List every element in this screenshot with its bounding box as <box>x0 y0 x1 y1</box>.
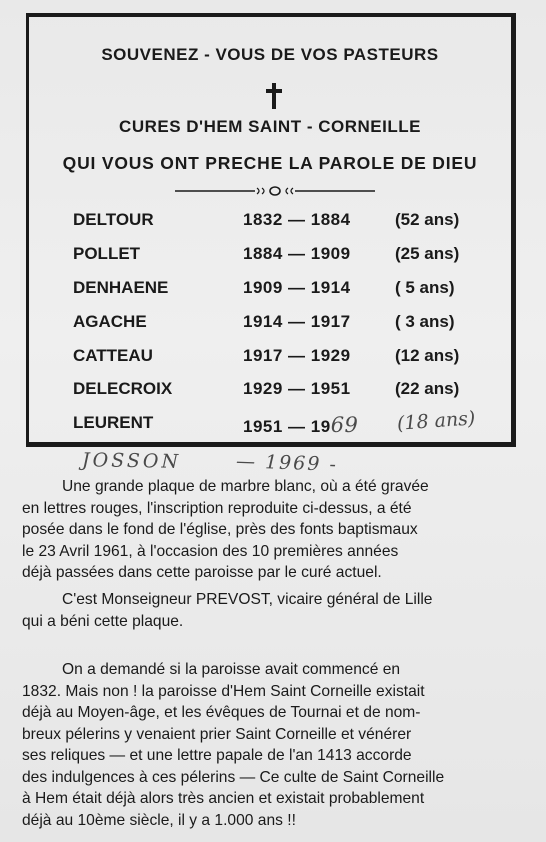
text-line: C'est Monseigneur PREVOST, vicaire général de Lille <box>62 591 433 608</box>
pastor-duration: (52 ans) <box>395 210 460 229</box>
plaque-subheading-2: QUI VOUS ONT PRECHE LA PAROLE DE DIEU <box>62 153 478 173</box>
pastor-name: DELTOUR <box>73 210 154 229</box>
years-handwritten: 69 <box>330 413 359 437</box>
paragraph-2 <box>22 589 524 632</box>
text-line: On a demandé si la paroisse avait commencé en <box>62 661 401 678</box>
pastor-duration: (25 ans) <box>395 244 460 263</box>
pastor-years: 1909 — 1914 <box>243 278 351 297</box>
text-line: le 23 Avril 1961, à l'occasion des 10 premières années <box>22 542 399 560</box>
pastor-row <box>29 379 511 407</box>
pastor-row <box>29 244 511 272</box>
pastor-name: CATTEAU <box>73 346 153 365</box>
pastor-years: 1884 — 1909 <box>243 244 351 263</box>
text-line: déjà au 10ème siècle, il y a 1.000 ans !! <box>22 811 296 829</box>
pastor-years: 1914 — 1917 <box>243 312 351 331</box>
text-line: posée dans le fond de l'église, près des fonts baptismaux <box>22 521 418 538</box>
pastor-years: 1917 — 1929 <box>243 346 351 365</box>
paragraph-3 <box>22 659 524 831</box>
text-line: des indulgences à ces pélerins — Ce culte de Saint Corneille <box>22 768 445 786</box>
pastor-row <box>29 210 511 238</box>
text-line: breux pélerins y venaient prier Saint Corneille et vénérer <box>22 725 412 743</box>
pastor-name: POLLET <box>73 244 141 263</box>
pastor-name: DENHAENE <box>73 278 169 297</box>
ornamental-divider <box>175 184 375 198</box>
handwritten-year: — 1969 - <box>235 450 339 476</box>
pastor-duration: ( 3 ans) <box>395 312 455 331</box>
pastor-row <box>29 312 511 340</box>
text-line: déjà passées dans cette paroisse par le curé actuel. <box>22 564 382 581</box>
pastor-row-last <box>29 407 511 441</box>
memorial-plaque <box>26 13 516 447</box>
plaque-heading: SOUVENEZ - VOUS DE VOS PASTEURS <box>101 45 439 64</box>
pastor-duration: (22 ans) <box>395 379 460 398</box>
pastor-years: 1832 — 1884 <box>243 210 351 229</box>
text-line: 1832. Mais non ! la paroisse d'Hem Saint Corneille existait <box>22 682 425 700</box>
pastor-duration-handwritten: (18 ans) <box>396 407 477 435</box>
pastor-duration: (12 ans) <box>395 346 460 365</box>
pastor-row <box>29 278 511 306</box>
text-line: déjà au Moyen-âge, et les évêques de Tournai et de nom- <box>22 704 421 721</box>
text-line: à Hem était déjà alors très ancien et existait probablement <box>22 790 425 807</box>
pastor-name: AGACHE <box>73 312 147 331</box>
plaque-subheading-1: CURES D'HEM SAINT - CORNEILLE <box>119 117 421 136</box>
cross-icon <box>265 83 283 109</box>
pastor-row <box>29 346 511 374</box>
text-line: en lettres rouges, l'inscription reproduite ci-dessus, a été <box>22 499 412 517</box>
years-printed: 1951 — 19 <box>243 417 331 436</box>
handwritten-name: JOSSON <box>81 449 182 473</box>
text-line: qui a béni cette plaque. <box>22 612 184 630</box>
pastor-duration: ( 5 ans) <box>395 278 455 297</box>
pastor-name: DELECROIX <box>73 379 173 398</box>
pastor-years: 1929 — 1951 <box>243 379 351 398</box>
text-line: ses reliques — et une lettre papale de l'an 1413 accorde <box>22 747 412 764</box>
text-line: Une grande plaque de marbre blanc, où a été gravée <box>62 478 429 495</box>
paragraph-1 <box>22 476 524 584</box>
pastor-name: LEURENT <box>73 413 154 432</box>
pastor-years <box>243 413 358 437</box>
